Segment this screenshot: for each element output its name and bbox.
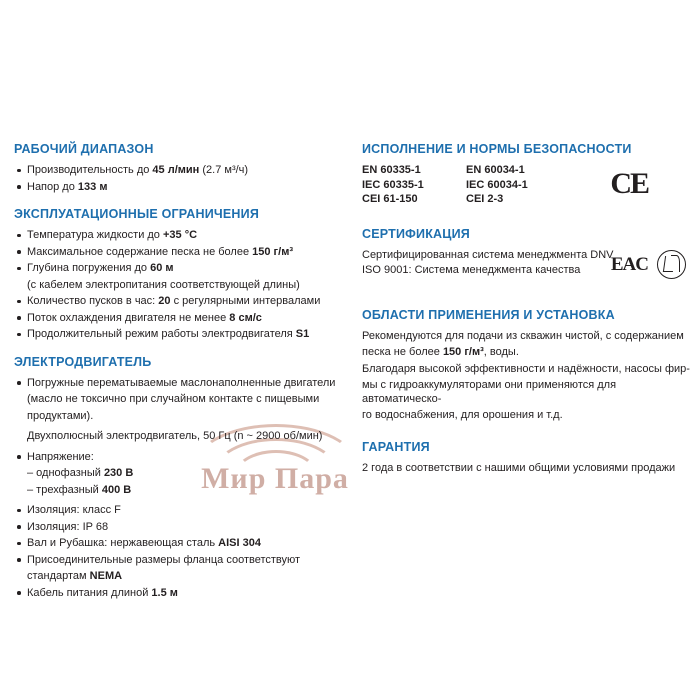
list-item [14,327,344,342]
working-range-list [14,163,344,194]
item-bold: 20 [158,295,171,307]
list-item [14,536,344,551]
applications-line: мы с гидроаккумуляторами они применяются для автоматическо- [362,378,617,405]
list-item [14,311,344,326]
list-item: Изоляция: класс F [14,503,344,518]
applications-line: го водоснабжения, для орошения и т.д. [362,408,563,421]
certification-marks [611,250,686,279]
item-text: песка не более [362,345,443,358]
item-bold: 45 л/мин [152,164,200,176]
section-applications [362,308,690,422]
list-item [14,163,344,178]
standard-line: IEC 60335-1 [362,178,424,191]
certification-line: ISO 9001: Система менеджмента качества [362,263,581,276]
item-text: Напор до [27,180,78,193]
eac-mark-icon: EAC [610,253,648,275]
section-certification [362,227,690,290]
section-operating-limits [14,207,344,342]
applications-line: Благодаря высокой эффективности и надёжности, насосы фир- [362,363,690,375]
item-bold: NEMA [89,570,123,582]
standard-line: EN 60335-1 [362,164,421,176]
watermark-text: Мир Пара [201,462,349,495]
standard-line: CEI 2-3 [466,193,504,205]
item-after: с регулярными интервалами [170,295,321,307]
item-bold: 150 г/м³ [442,345,484,358]
working-range-title: РАБОЧИЙ ДИАПАЗОН [14,142,154,156]
list-item: Присоединительные размеры фланца соответствуют [14,553,344,568]
item-bold: 1.5 м [151,586,178,599]
item-text: Максимальное содержание песка не более [27,245,253,258]
item-bold: 133 м [77,180,108,193]
applications-line [362,345,690,360]
list-subline [14,569,344,584]
section-motor [14,355,344,601]
list-item [14,586,344,601]
list-item: Изоляция: IP 68 [14,520,344,535]
item-text: Глубина погружения до [27,262,151,274]
item-bold: 150 г/м³ [252,245,293,258]
standard-line: CEI 61-150 [362,193,418,205]
item-bold: +35 °C [163,229,198,241]
left-column [14,142,344,613]
certification-body [362,248,690,290]
list-item [14,261,344,276]
item-bold: 8 см/с [229,311,262,324]
item-after: (2.7 м³/ч) [199,164,249,176]
item-text: Кабель питания длиной [27,586,152,599]
item-text: Вал и Рубашка: нержавеющая сталь [27,537,219,549]
list-item [14,245,344,260]
list-item [14,228,344,243]
list-item [14,294,344,309]
item-bold: 400 В [101,483,132,496]
certification-title: СЕРТИФИКАЦИЯ [362,227,470,241]
item-bold: S1 [295,328,310,340]
certification-line: Сертифицированная система менеджмента DNV [362,249,614,261]
list-subline: (с кабелем электропитания соответствующей длины) [27,278,300,291]
motor-title: ЭЛЕКТРОДВИГАТЕЛЬ [14,354,152,369]
standard-line: EN 60034-1 [466,164,525,176]
list-subline [14,466,344,481]
standard-line: IEC 60034-1 [466,178,528,191]
warranty-title: ГАРАНТИЯ [362,440,430,454]
motor-list [14,376,344,601]
item-text: стандартам [27,570,90,582]
list-item: Напряжение: [14,450,344,465]
section-warranty [362,440,690,476]
standards-column-1 [362,163,466,207]
ukrsepro-mark-icon [657,250,686,279]
applications-title: ОБЛАСТИ ПРИМЕНЕНИЯ И УСТАНОВКА [362,308,615,322]
item-after: , воды. [483,345,519,358]
section-working-range [14,142,344,194]
section-standards [362,142,690,209]
standards-column-2 [466,163,570,207]
right-column [362,142,690,489]
list-subline [14,483,344,498]
applications-line: Рекомендуются для подачи из скважин чистой, с содержанием [362,330,684,342]
list-subline: продуктами). [27,409,94,422]
item-text: – трехфазный [27,483,102,496]
limits-title: ЭКСПЛУАТАЦИОННЫЕ ОГРАНИЧЕНИЯ [14,207,259,221]
limits-list [14,228,344,342]
item-bold: 60 м [150,262,174,274]
item-text: Температура жидкости до [27,229,163,241]
item-bold: AISI 304 [218,537,261,549]
item-text: Продолжительный режим работы электродвигателя [27,328,296,340]
ce-mark-icon: CE [610,167,648,200]
item-bold: 230 В [103,467,134,479]
standards-body [362,163,690,209]
item-text: – однофазный [27,467,104,479]
list-subline: Двухполюсный электродвигатель, 50 Гц (n ~ 2900 об/мин) [27,430,323,442]
list-subline: (масло не токсично при случайном контакте с пищевыми [27,393,320,405]
item-text: Поток охлаждения двигателя не менее [27,311,230,324]
list-item [14,180,344,195]
item-text: Количество пусков в час: [27,295,159,307]
standards-title: ИСПОЛНЕНИЕ И НОРМЫ БЕЗОПАСНОСТИ [362,142,632,156]
warranty-line: 2 года в соответствии с нашими общими условиями продажи [362,462,676,474]
item-text: Производительность до [27,164,153,176]
list-item: Погружные перематываемые маслонаполненные двигатели [14,376,344,391]
